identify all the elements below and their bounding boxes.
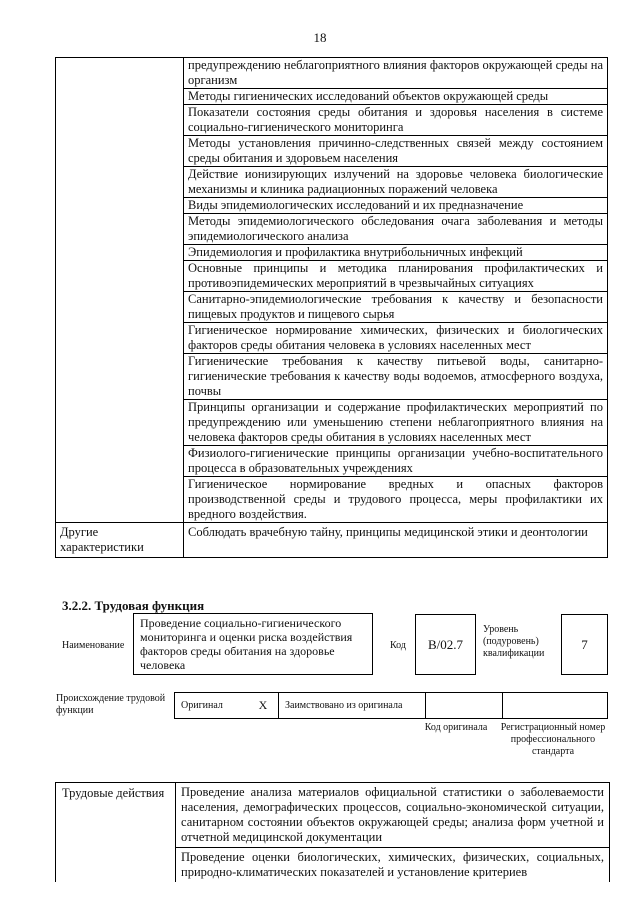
knowledge-item: Эпидемиология и профилактика внутрибольничных инфекций	[184, 245, 607, 261]
original-mark: X	[248, 693, 279, 718]
labor-action-item: Проведение оценки биологических, химических, физических, социальных, природно-климатических показателей и установление критериев	[181, 850, 604, 879]
function-code-box: B/02.7	[415, 614, 476, 675]
labor-action-item: Проведение анализа материалов официальной статистики о заболеваемости населения, демографических процессов, социально-экономической ситуации, санитарном состоянии объектов окружающей среды; анализа форм учетной и отчетной медицинской документации	[176, 783, 609, 848]
other-characteristics-text: Соблюдать врачебную тайну, принципы медицинской этики и деонтологии	[188, 525, 588, 539]
competency-table	[55, 57, 608, 558]
section-heading: 3.2.2. Трудовая функция	[62, 598, 205, 613]
knowledge-item: Санитарно-эпидемиологические требования к качеству и безопасности пищевых продуктов и пищевого сырья	[184, 292, 607, 323]
knowledge-item: Методы эпидемиологического обследования очага заболевания и методы эпидемиологического анализа	[184, 214, 607, 245]
level-label: Уровень (подуровень) квалификации	[483, 624, 545, 659]
name-label: Наименование	[62, 640, 125, 651]
empty-left-cell	[56, 58, 184, 522]
knowledge-item: Принципы организации и содержание профилактических мероприятий по предупреждению или уменьшению степени неблагоприятного влияния на человека факторов среды обитания в условиях населенных мест	[184, 400, 607, 446]
knowledge-item: Виды эпидемиологических исследований и их предназначение	[184, 198, 607, 214]
registration-number-caption: Регистрационный номер профессионального стандарта	[500, 722, 606, 757]
original-code-cell	[426, 693, 503, 718]
knowledge-item: Гигиеническое нормирование химических, физических и биологических факторов среды обитания человека в условиях населенных мест	[184, 323, 607, 354]
origin-table	[174, 692, 608, 719]
other-characteristics-label: Другие характеристики	[56, 523, 184, 557]
knowledge-item: Гигиенические требования к качеству питьевой воды, санитарно-гигиенические требования к качеству воды водоемов, атмосферного воздуха, почвы	[184, 354, 607, 400]
labor-actions-table	[55, 782, 610, 882]
qualification-level-box: 7	[561, 614, 608, 675]
knowledge-item: Гигиеническое нормирование вредных и опасных факторов производственной среды и трудового процесса, меры профилактики их вредного воздействия.	[188, 477, 603, 521]
original-label: Оригинал	[181, 700, 223, 711]
original-code-caption: Код оригинала	[424, 722, 488, 733]
knowledge-item: предупреждению неблагоприятного влияния факторов окружающей среды на организм	[184, 58, 607, 89]
labor-actions-list	[176, 783, 609, 882]
labor-actions-label: Трудовые действия	[56, 783, 176, 882]
knowledge-list	[184, 58, 607, 522]
knowledge-item: Показатели состояния среды обитания и здоровья населения в системе социально-гигиенического мониторинга	[184, 105, 607, 136]
page-number: 18	[313, 30, 327, 45]
borrowed-label: Заимствовано из оригинала	[279, 693, 426, 718]
knowledge-item: Основные принципы и методика планирования профилактических и противоэпидемических мероприятий в чрезвычайных ситуациях	[184, 261, 607, 292]
origin-label: Происхождение трудовой функции	[56, 693, 166, 716]
knowledge-item: Методы гигиенических исследований объектов окружающей среды	[184, 89, 607, 105]
code-label: Код	[390, 640, 406, 651]
knowledge-item: Действие ионизирующих излучений на здоровье человека биологические механизмы и клиника радиационных поражений человека	[184, 167, 607, 198]
knowledge-item: Методы установления причинно-следственных связей между состоянием среды обитания и здоровьем населения	[184, 136, 607, 167]
function-name-box: Проведение социально-гигиенического мониторинга и оценки риска воздействия факторов среды обитания на здоровье человека	[133, 613, 373, 675]
knowledge-item: Физиолого-гигиенические принципы организации учебно-воспитательного процесса в образовательных учреждениях	[184, 446, 607, 477]
registration-number-cell	[503, 693, 607, 718]
